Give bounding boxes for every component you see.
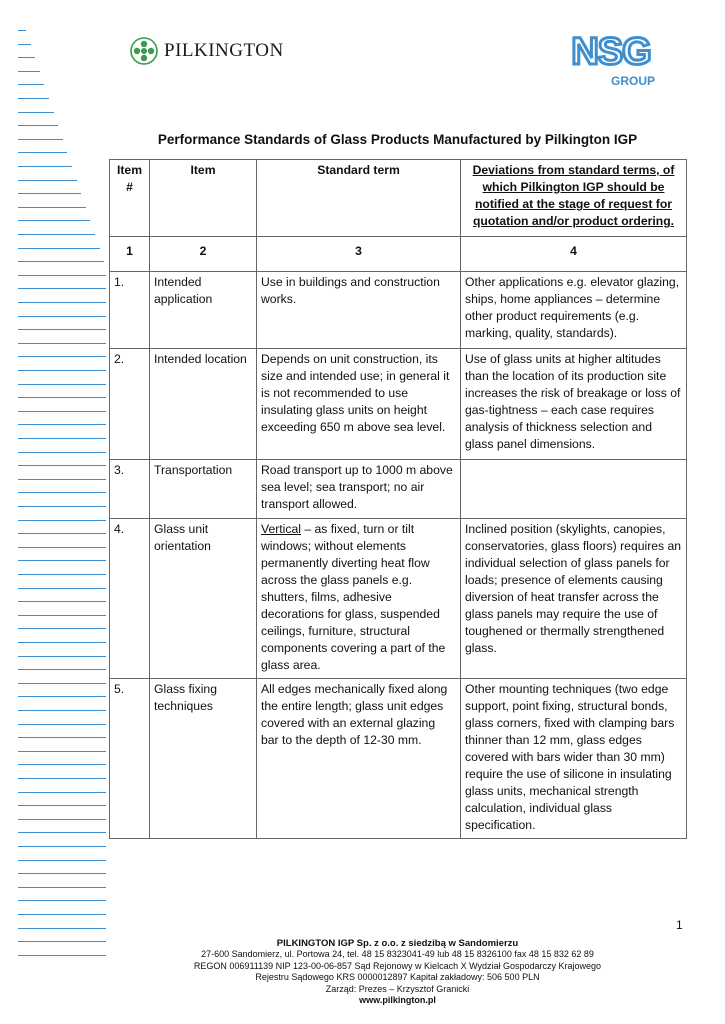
column-number: 4 <box>461 237 687 272</box>
decorative-stripe <box>18 71 40 72</box>
decorative-stripe <box>18 737 106 738</box>
header-standard-term: Standard term <box>257 160 461 237</box>
footer-address: 27-600 Sandomierz, ul. Portowa 24, tel. 48 15 8323041-49 lub 48 15 8326100 fax 48 15 832 62 89 <box>201 949 594 960</box>
decorative-stripe <box>18 900 106 901</box>
decorative-stripe <box>18 234 95 235</box>
decorative-stripe <box>18 180 77 181</box>
row-standard-term: Depends on unit construction, its size and intended use; in general it is not recommended to use insulating glass units on height exceeding 650 m above sea level. <box>257 349 461 460</box>
column-number: 1 <box>110 237 150 272</box>
decorative-stripe <box>18 764 106 765</box>
decorative-stripe <box>18 601 106 602</box>
decorative-stripe <box>18 819 106 820</box>
standards-table <box>109 159 687 839</box>
nsg-group-logo <box>557 28 665 88</box>
row-item: Transportation <box>150 460 257 519</box>
decorative-stripe <box>18 288 106 289</box>
decorative-stripe <box>18 452 106 453</box>
decorative-stripe <box>18 860 106 861</box>
pilkington-logo-text: PILKINGTON <box>164 40 284 61</box>
decorative-stripe <box>18 642 106 643</box>
decorative-stripe <box>18 832 106 833</box>
decorative-stripe <box>18 846 106 847</box>
footer <box>110 938 685 1006</box>
decorative-stripe <box>18 112 54 113</box>
pilkington-logo <box>130 36 284 66</box>
row-deviation: Other applications e.g. elevator glazing, ships, home appliances – determine other product requirements (e.g. marking, quality, standards). <box>461 272 687 349</box>
row-number: 5. <box>110 679 150 839</box>
decorative-stripe <box>18 343 106 344</box>
decorative-stripe <box>18 628 106 629</box>
table-row <box>110 272 687 349</box>
decorative-stripe <box>18 710 106 711</box>
decorative-stripe <box>18 955 106 956</box>
decorative-stripe <box>18 98 49 99</box>
decorative-stripe <box>18 248 100 249</box>
footer-regon: REGON 006911139 NIP 123-00-06-857 Sąd Rejonowy w Kielcach X Wydział Gospodarczy Krajowego <box>193 960 602 971</box>
footer-board: Zarząd: Prezes – Krzysztof Granicki <box>325 983 470 994</box>
decorative-stripe <box>18 166 72 167</box>
table-row <box>110 460 687 519</box>
decorative-stripe <box>18 520 106 521</box>
decorative-stripe <box>18 560 106 561</box>
row-standard-term: All edges mechanically fixed along the entire length; glass unit edges covered with an external glazing bar to the depth of 12-30 mm. <box>257 679 461 839</box>
decorative-stripe <box>18 193 81 194</box>
row-standard-term <box>257 519 461 679</box>
document-title: Performance Standards of Glass Products Manufactured by Pilkington IGP <box>157 132 638 147</box>
row-item: Intended location <box>150 349 257 460</box>
row-item: Glass fixing techniques <box>150 679 257 839</box>
row-deviation <box>461 460 687 519</box>
decorative-stripe <box>18 615 106 616</box>
table-row <box>110 349 687 460</box>
decorative-stripe <box>18 805 106 806</box>
decorative-stripe <box>18 574 106 575</box>
table-row <box>110 519 687 679</box>
decorative-stripe <box>18 329 106 330</box>
decorative-stripe <box>18 928 106 929</box>
decorative-stripe <box>18 724 106 725</box>
decorative-stripe <box>18 696 106 697</box>
row-number: 3. <box>110 460 150 519</box>
decorative-stripe <box>18 125 58 126</box>
header-item: Item <box>150 160 257 237</box>
decorative-stripe <box>18 370 106 371</box>
decorative-stripe <box>18 683 106 684</box>
decorative-stripe <box>18 506 106 507</box>
decorative-stripe <box>18 588 106 589</box>
table-header-row <box>110 160 687 237</box>
footer-company: PILKINGTON IGP Sp. z o.o. z siedzibą w Sandomierzu <box>276 938 519 949</box>
decorative-stripe <box>18 424 106 425</box>
column-number: 3 <box>257 237 461 272</box>
decorative-stripe <box>18 84 44 85</box>
row-item: Glass unit orientation <box>150 519 257 679</box>
table-row <box>110 679 687 839</box>
decorative-stripes <box>18 30 118 975</box>
decorative-stripe <box>18 778 106 779</box>
column-number: 2 <box>150 237 257 272</box>
decorative-stripe <box>18 261 104 262</box>
nsg-group-text: GROUP <box>610 74 656 88</box>
decorative-stripe <box>18 533 106 534</box>
footer-registry: Rejestru Sądowego KRS 0000012897 Kapitał zakładowy: 506 500 PLN <box>255 972 540 983</box>
row-number: 1. <box>110 272 150 349</box>
decorative-stripe <box>18 547 106 548</box>
header-item-number: Item # <box>110 160 150 237</box>
row-item: Intended application <box>150 272 257 349</box>
nsg-logo-text: NSG <box>571 31 651 73</box>
decorative-stripe <box>18 44 31 45</box>
decorative-stripe <box>18 384 106 385</box>
decorative-stripe <box>18 751 106 752</box>
decorative-stripe <box>18 316 106 317</box>
page-number: 1 <box>676 918 683 932</box>
column-number-row <box>110 237 687 272</box>
header-deviations: Deviations from standard terms, of which Pilkington IGP should be notified at the stage of request for quotation and/or product ordering. <box>461 160 687 237</box>
row-deviation: Use of glass units at higher altitudes than the location of its production site increases the risk of breakage or loss of gas-tightness – each case requires analysis of thickness selection and glass panel dimensions. <box>461 349 687 460</box>
standard-term-underlined: Vertical <box>261 522 301 536</box>
row-number: 2. <box>110 349 150 460</box>
decorative-stripe <box>18 356 106 357</box>
decorative-stripe <box>18 914 106 915</box>
decorative-stripe <box>18 941 106 942</box>
footer-website: www.pilkington.pl <box>359 995 436 1006</box>
decorative-stripe <box>18 438 106 439</box>
row-standard-term: Road transport up to 1000 m above sea level; sea transport; no air transport allowed. <box>257 460 461 519</box>
decorative-stripe <box>18 492 106 493</box>
decorative-stripe <box>18 669 106 670</box>
pilkington-emblem-icon <box>130 37 158 65</box>
decorative-stripe <box>18 220 90 221</box>
decorative-stripe <box>18 152 67 153</box>
decorative-stripe <box>18 302 106 303</box>
standard-term-rest: – as fixed, turn or tilt windows; without elements permanently diverting heat flow across the glass panels e.g. shutters, films, adhesive decorations for glass, suspended ceilings, furniture, structural components covering a part of the glass area. <box>261 522 446 672</box>
row-deviation: Inclined position (skylights, canopies, conservatories, glass floors) requires an individual selection of glass panels for loads; presence of elements causing diversion of heat transfer across the glass panels may require the use of toughened or thermally strengthened glass. <box>461 519 687 679</box>
decorative-stripe <box>18 411 106 412</box>
row-number: 4. <box>110 519 150 679</box>
decorative-stripe <box>18 656 106 657</box>
decorative-stripe <box>18 873 106 874</box>
row-standard-term: Use in buildings and construction works. <box>257 272 461 349</box>
decorative-stripe <box>18 792 106 793</box>
decorative-stripe <box>18 275 106 276</box>
decorative-stripe <box>18 30 26 31</box>
row-deviation: Other mounting techniques (two edge support, point fixing, structural bonds, glass corners, fixed with clamping bars thinner than 12 mm, glass edges covered with bars wider than 30 mm) require the use of silicone in insulating glass units, mechanical strength calculation, individual glass specification. <box>461 679 687 839</box>
decorative-stripe <box>18 465 106 466</box>
decorative-stripe <box>18 139 63 140</box>
decorative-stripe <box>18 57 35 58</box>
decorative-stripe <box>18 479 106 480</box>
decorative-stripe <box>18 397 106 398</box>
decorative-stripe <box>18 887 106 888</box>
decorative-stripe <box>18 207 86 208</box>
